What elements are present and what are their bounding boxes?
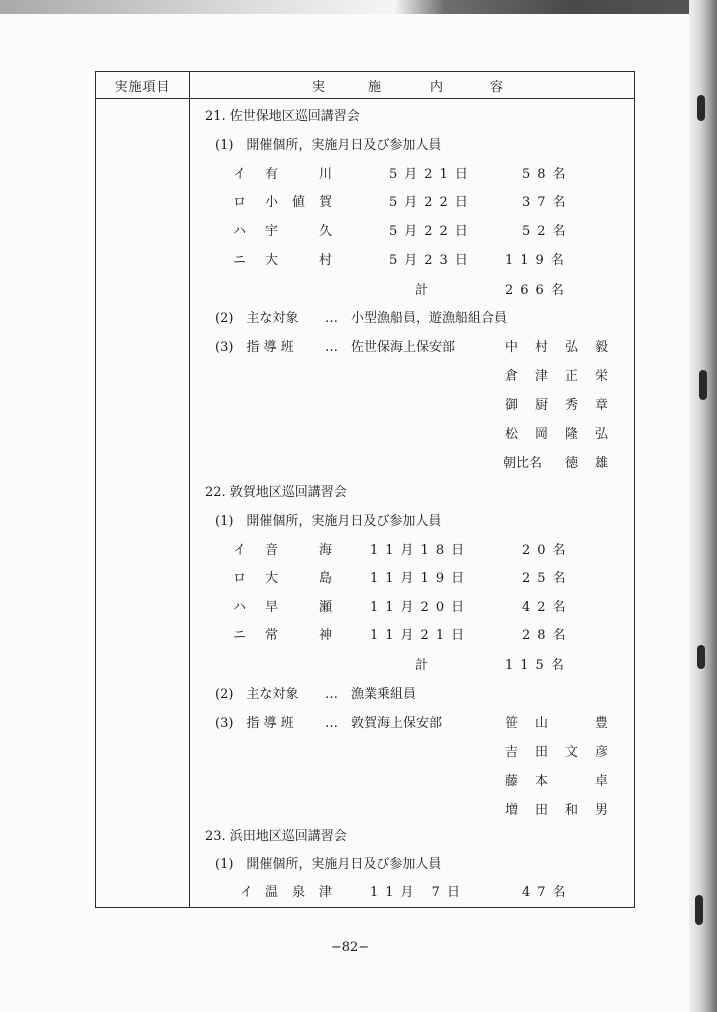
header-char: 内	[430, 80, 444, 95]
name-char: 笹	[505, 716, 519, 731]
date: 11月21日	[370, 628, 472, 643]
paragraph-2-label: (2) 主な対象	[215, 311, 299, 326]
name-char: 彦	[595, 745, 609, 760]
name-char: 和	[565, 803, 579, 818]
name-char: 弘	[595, 427, 609, 442]
section-title: 23. 浜田地区巡回講習会	[205, 829, 347, 844]
row-mark: ハ	[233, 224, 247, 239]
row-mark: ロ	[233, 571, 247, 586]
place-char: 賀	[319, 195, 333, 210]
row-mark: ロ	[233, 195, 247, 210]
header-item-column: 実施項目	[114, 80, 171, 95]
header-char: 施	[368, 80, 382, 95]
paragraph-3-org: … 佐世保海上保安部	[325, 340, 456, 355]
place-char: 瀬	[319, 600, 333, 615]
count: 28名	[522, 628, 573, 643]
header-char: 実	[312, 80, 326, 95]
place-char: 海	[319, 543, 333, 558]
date: 5月22日	[389, 224, 475, 239]
name-char: 御	[505, 398, 519, 413]
date: 11月19日	[370, 571, 472, 586]
place-char: 村	[319, 253, 333, 268]
binding-hole	[697, 645, 705, 669]
place-char: 泉	[292, 885, 306, 900]
name-char: 豊	[595, 716, 609, 731]
header-rule	[96, 98, 634, 99]
row-mark: ハ	[233, 600, 247, 615]
row-mark: イ	[240, 885, 254, 900]
header-char: 容	[490, 80, 504, 95]
count: 119名	[505, 253, 571, 268]
total-count: 266名	[505, 283, 571, 298]
name-char: 男	[595, 803, 609, 818]
place-char: 小	[265, 195, 279, 210]
place-char: 久	[319, 224, 333, 239]
place-char: 津	[319, 885, 333, 900]
row-mark: イ	[233, 167, 247, 182]
row-mark: ニ	[233, 253, 247, 268]
date: 11月18日	[370, 543, 472, 558]
place-char: 常	[265, 628, 279, 643]
place-char: 川	[319, 167, 333, 182]
name-char: 章	[595, 398, 609, 413]
name-char: 田	[535, 745, 549, 760]
paragraph-1: (1) 開催個所，実施月日及び参加人員	[215, 514, 442, 529]
name-char: 徳	[565, 456, 579, 471]
name-char: 田	[535, 803, 549, 818]
count: 58名	[522, 167, 573, 182]
column-rule	[189, 72, 190, 907]
name-char: 隆	[565, 427, 579, 442]
row-mark: ニ	[233, 628, 247, 643]
paragraph-3-label: (3) 指 導 班	[215, 716, 294, 731]
name-char: 藤	[505, 774, 519, 789]
name-char: 秀	[565, 398, 579, 413]
page-number: −82−	[330, 940, 370, 955]
paragraph-2-value: … 漁業乗組員	[325, 687, 417, 702]
name-char: 倉	[505, 369, 519, 384]
date: 5月23日	[389, 253, 475, 268]
name-char: 栄	[595, 369, 609, 384]
name-char: 松	[505, 427, 519, 442]
row-mark: イ	[233, 543, 247, 558]
count: 42名	[522, 600, 573, 615]
name-char: 弘	[565, 340, 579, 355]
name-char: 本	[535, 774, 549, 789]
count: 25名	[522, 571, 573, 586]
section-title: 21. 佐世保地区巡回講習会	[205, 109, 360, 124]
name-char: 吉	[505, 745, 519, 760]
place-char: 大	[265, 571, 279, 586]
name-char: 中	[505, 340, 519, 355]
name-char: 厨	[535, 398, 549, 413]
name-char: 山	[535, 716, 549, 731]
count: 37名	[522, 195, 573, 210]
place-char: 温	[265, 885, 279, 900]
name-char: 毅	[595, 340, 609, 355]
name-char: 村	[535, 340, 549, 355]
place-char: 島	[319, 571, 333, 586]
name-char: 岡	[535, 427, 549, 442]
paragraph-1: (1) 開催個所，実施月日及び参加人員	[215, 857, 442, 872]
paragraph-2-label: (2) 主な対象	[215, 687, 299, 702]
total-label: 計	[415, 283, 429, 298]
total-label: 計	[415, 658, 429, 673]
paragraph-2-value: … 小型漁船員，遊漁船組合員	[325, 311, 508, 326]
paragraph-3-label: (3) 指 導 班	[215, 340, 294, 355]
scan-shadow-top	[0, 0, 717, 14]
count: 52名	[522, 224, 573, 239]
name-char: 卓	[595, 774, 609, 789]
name-char: 雄	[595, 456, 609, 471]
binding-hole	[695, 895, 703, 925]
date: 11月 7日	[370, 885, 467, 900]
date: 11月20日	[370, 600, 472, 615]
name-char: 津	[535, 369, 549, 384]
paragraph-3-org: … 敦賀海上保安部	[325, 716, 443, 731]
binding-hole	[697, 95, 705, 121]
paragraph-1: (1) 開催個所，実施月日及び参加人員	[215, 138, 442, 153]
binding-hole	[699, 370, 707, 400]
place-char: 値	[292, 195, 306, 210]
date: 5月21日	[389, 167, 475, 182]
total-count: 115名	[505, 658, 571, 673]
name-char: 朝比名	[503, 456, 543, 471]
place-char: 大	[265, 253, 279, 268]
place-char: 早	[265, 600, 279, 615]
place-char: 音	[265, 543, 279, 558]
count: 47名	[522, 885, 573, 900]
place-char: 有	[265, 167, 279, 182]
place-char: 宇	[265, 224, 279, 239]
place-char: 神	[319, 628, 333, 643]
name-char: 文	[565, 745, 579, 760]
date: 5月22日	[389, 195, 475, 210]
count: 20名	[522, 543, 573, 558]
name-char: 増	[505, 803, 519, 818]
section-title: 22. 敦賀地区巡回講習会	[205, 485, 347, 500]
scan-shadow-right	[689, 0, 717, 1012]
name-char: 正	[565, 369, 579, 384]
